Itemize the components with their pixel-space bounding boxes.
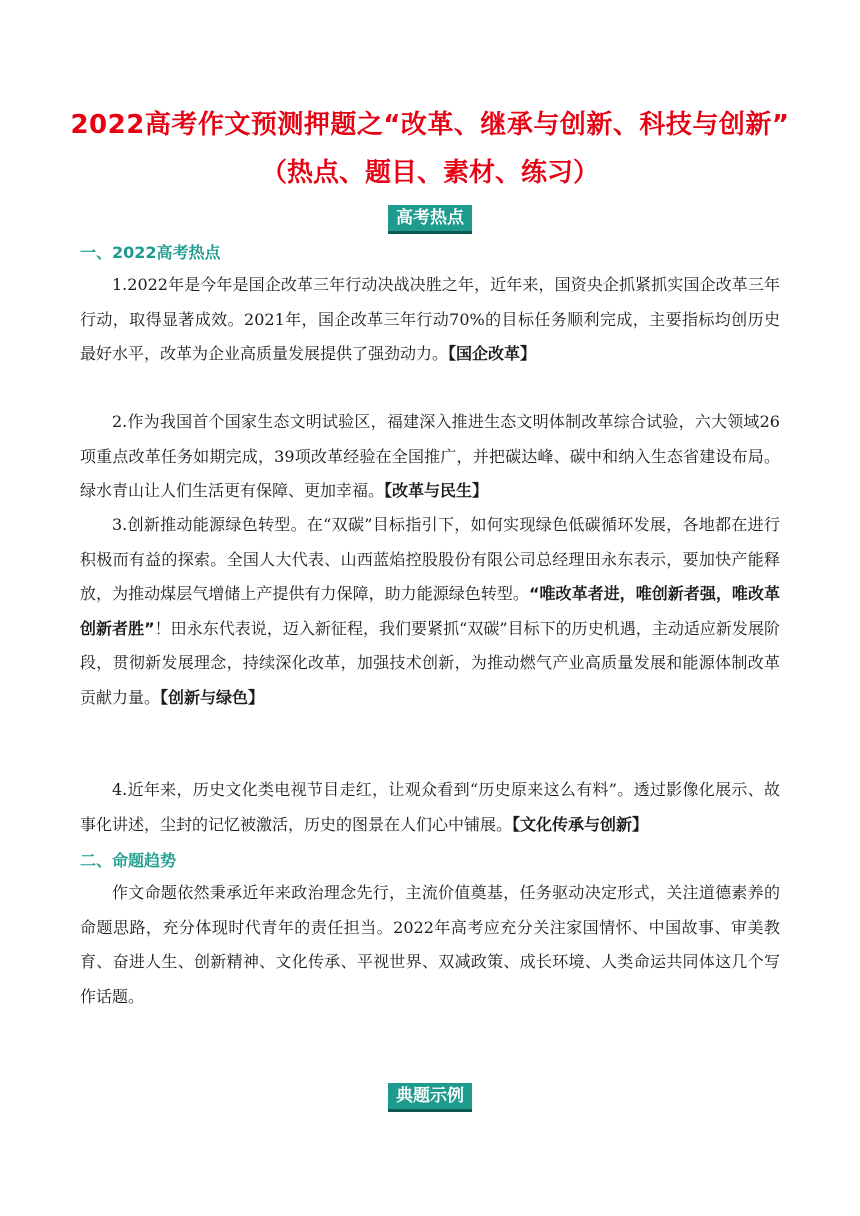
section-heading-hotspot: 一、2022高考热点 bbox=[80, 243, 221, 262]
paragraph-3 bbox=[80, 508, 780, 715]
paragraph-4 bbox=[80, 773, 780, 842]
section-banner-hotspot: 高考热点 bbox=[388, 205, 472, 234]
paragraph-1 bbox=[80, 268, 780, 372]
bold-quote: “唯改革者进，唯创新者强，唯改革创新者胜” bbox=[80, 584, 780, 638]
section-heading-trends: 二、命题趋势 bbox=[80, 851, 177, 870]
topic-tag: 【改革与民生】 bbox=[384, 481, 489, 500]
paragraph-text: 4.近年来，历史文化类电视节目走红，让观众看到“历史原来这么有料”。透过影像化展示、故事化讲述，尘封的记忆被激活，历史的图景在人们心中铺展。 bbox=[80, 780, 780, 834]
topic-tag: 【国企改革】 bbox=[448, 344, 537, 363]
document-subtitle: （热点、题目、素材、练习） bbox=[260, 158, 599, 188]
document-title: 2022高考作文预测押题之“改革、继承与创新、科技与创新” bbox=[70, 110, 790, 140]
paragraph-text: 1.2022年是今年是国企改革三年行动决战决胜之年，近年来，国资央企抓紧抓实国企改革三年行动，取得显著成效。2021年，国企改革三年行动70%的目标任务顺利完成，主要指标均创历史最好水平，改革为企业高质量发展提供了强劲动力。 bbox=[80, 275, 780, 363]
paragraph-text: 3.创新推动能源绿色转型。在“双碳”目标指引下，如何实现绿色低碳循环发展，各地都在进行积极而有益的探索。全国人大代表、山西蓝焰控股股份有限公司总经理田永东表示，要加快产能释放，为推动煤层气增储上产提供有力保障，助力能源绿色转型。 bbox=[80, 515, 780, 603]
paragraph-text: 2.作为我国首个国家生态文明试验区，福建深入推进生态文明体制改革综合试验，六大领域26项重点改革任务如期完成，39项改革经验在全国推广，并把碳达峰、碳中和纳入生态省建设布局。绿水青山让人们生活更有保障、更加幸福。 bbox=[80, 412, 780, 500]
section-banner-examples: 典题示例 bbox=[388, 1083, 472, 1112]
paragraph-2 bbox=[80, 405, 780, 509]
paragraph-text: 作文命题依然秉承近年来政治理念先行，主流价值奠基，任务驱动决定形式，关注道德素养的命题思路，充分体现时代青年的责任担当。2022年高考应充分关注家国情怀、中国故事、审美教育、奋进人生、创新精神、文化传承、平视世界、双减政策、成长环境、人类命运共同体这几个写作话题。 bbox=[80, 883, 780, 1006]
topic-tag: 【创新与绿色】 bbox=[160, 687, 265, 707]
paragraph-trends bbox=[80, 876, 780, 1014]
topic-tag: 【文化传承与创新】 bbox=[512, 814, 649, 834]
paragraph-text: ！田永东代表说，迈入新征程，我们要紧抓“双碳”目标下的历史机遇，主动适应新发展阶段，贯彻新发展理念，持续深化改革，加强技术创新，为推动燃气产业高质量发展和能源体制改革贡献力量。 bbox=[80, 618, 780, 707]
